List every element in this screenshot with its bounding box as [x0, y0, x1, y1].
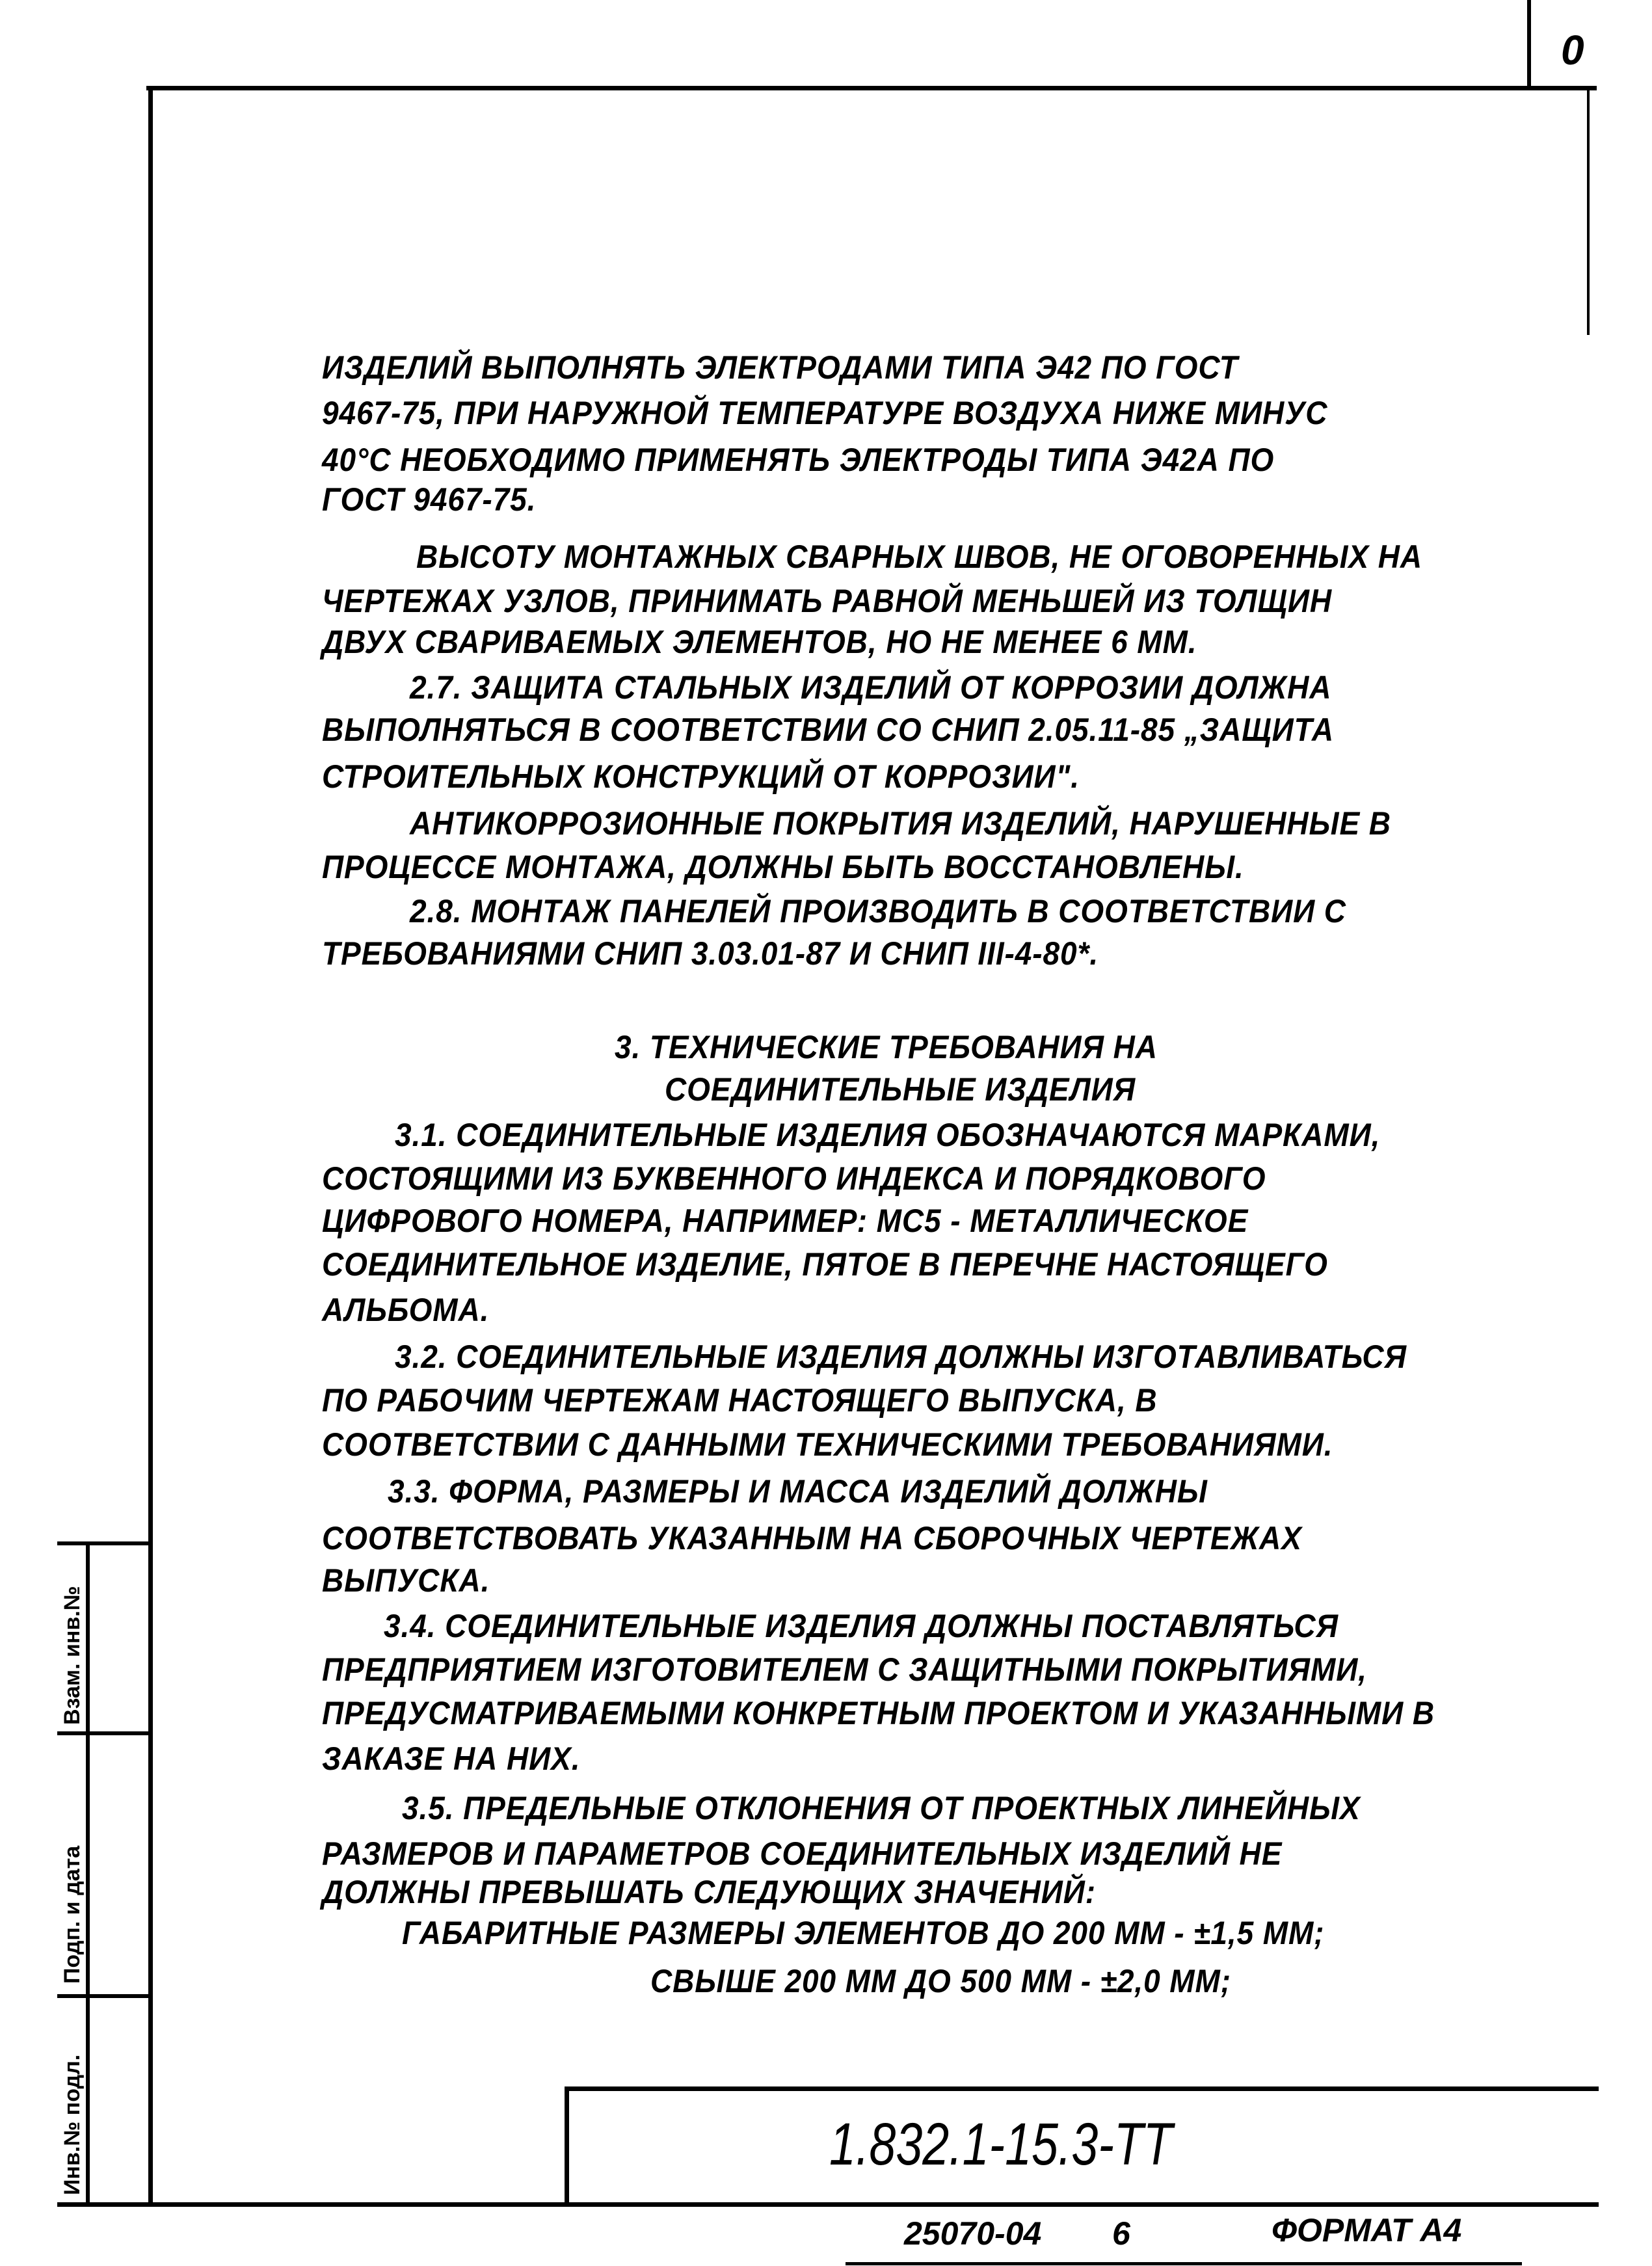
section-heading: 3. ТЕХНИЧЕСКИЕ ТРЕБОВАНИЯ НА	[615, 1029, 1158, 1065]
text-line: СТРОИТЕЛЬНЫХ КОНСТРУКЦИЙ ОТ КОРРОЗИИ".	[322, 758, 1080, 795]
text-line: 3.4. СОЕДИНИТЕЛЬНЫЕ ИЗДЕЛИЯ ДОЛЖНЫ ПОСТАВЛЯТЬСЯ	[384, 1608, 1339, 1644]
paper-format: ФОРМАТ А4	[1272, 2212, 1462, 2248]
stamp-line	[57, 1994, 153, 1998]
stamp-label-signature-date: Подп. и дата	[60, 1845, 85, 1984]
title-block-bottom-line	[57, 2202, 1599, 2207]
text-line: ДВУХ СВАРИВАЕМЫХ ЭЛЕМЕНТОВ, НО НЕ МЕНЕЕ 6 ММ.	[322, 624, 1197, 660]
text-line: ПРЕДПРИЯТИЕМ ИЗГОТОВИТЕЛЕМ С ЗАЩИТНЫМИ ПОКРЫТИЯМИ,	[322, 1651, 1367, 1688]
stamp-line	[57, 1731, 153, 1735]
text-line: АНТИКОРРОЗИОННЫЕ ПОКРЫТИЯ ИЗДЕЛИЙ, НАРУШЕННЫЕ В	[410, 805, 1391, 842]
text-line: ПО РАБОЧИМ ЧЕРТЕЖАМ НАСТОЯЩЕГО ВЫПУСКА, В	[322, 1382, 1158, 1419]
text-line: 9467-75, ПРИ НАРУЖНОЙ ТЕМПЕРАТУРЕ ВОЗДУХА НИЖЕ МИНУС	[322, 395, 1328, 431]
text-line: ИЗДЕЛИЙ ВЫПОЛНЯТЬ ЭЛЕКТРОДАМИ ТИПА Э42 ПО ГОСТ	[322, 349, 1238, 386]
text-line: ЧЕРТЕЖАХ УЗЛОВ, ПРИНИМАТЬ РАВНОЙ МЕНЬШЕЙ ИЗ ТОЛЩИН	[322, 583, 1333, 619]
text-line: ТРЕБОВАНИЯМИ СНИП 3.03.01-87 И СНИП III-4-80*.	[322, 935, 1099, 972]
stamp-label-replaced-inv: Взам. инв.№	[60, 1586, 85, 1725]
text-line: ПРЕДУСМАТРИВАЕМЫМИ КОНКРЕТНЫМ ПРОЕКТОМ И УКАЗАННЫМИ В	[322, 1695, 1435, 1731]
frame-left-line	[148, 86, 153, 2206]
text-line: 2.7. ЗАЩИТА СТАЛЬНЫХ ИЗДЕЛИЙ ОТ КОРРОЗИИ ДОЛЖНА	[410, 669, 1332, 706]
text-line: ВЫПУСКА.	[322, 1562, 490, 1599]
copy-number: 25070-04	[904, 2215, 1042, 2252]
stamp-line	[86, 1541, 90, 2205]
stamp-label-original-inv: Инв.№ подл.	[60, 2054, 85, 2195]
text-line: 3.1. СОЕДИНИТЕЛЬНЫЕ ИЗДЕЛИЯ ОБОЗНАЧАЮТСЯ МАРКАМИ,	[395, 1117, 1381, 1153]
text-line: 3.5. ПРЕДЕЛЬНЫЕ ОТКЛОНЕНИЯ ОТ ПРОЕКТНЫХ ЛИНЕЙНЫХ	[402, 1790, 1361, 1826]
title-block-top-line	[565, 2086, 1599, 2091]
section-heading: СОЕДИНИТЕЛЬНЫЕ ИЗДЕЛИЯ	[665, 1071, 1136, 1108]
text-line: ГАБАРИТНЫЕ РАЗМЕРЫ ЭЛЕМЕНТОВ ДО 200 ММ - ±1,5 ММ;	[402, 1915, 1325, 1951]
stamp-line	[57, 1541, 153, 1545]
text-line: 3.3. ФОРМА, РАЗМЕРЫ И МАССА ИЗДЕЛИЙ ДОЛЖНЫ	[388, 1473, 1208, 1510]
sheet-number-divider	[1527, 0, 1531, 88]
page-bottom-line	[846, 2262, 1522, 2265]
document-designation: 1.832.1-15.3-ТТ	[829, 2111, 1173, 2178]
text-line: СВЫШЕ 200 ММ ДО 500 ММ - ±2,0 ММ;	[650, 1963, 1232, 1999]
sheet-number: 0	[1561, 27, 1584, 73]
frame-right-line	[1587, 88, 1590, 335]
copy-sheet: 6	[1112, 2215, 1130, 2252]
text-line: ГОСТ 9467-75.	[322, 481, 537, 518]
text-line: СООТВЕТСТВИИ С ДАННЫМИ ТЕХНИЧЕСКИМИ ТРЕБОВАНИЯМИ.	[322, 1426, 1333, 1463]
text-line: АЛЬБОМА.	[322, 1292, 490, 1328]
text-line: СООТВЕТСТВОВАТЬ УКАЗАННЫМ НА СБОРОЧНЫХ ЧЕРТЕЖАХ	[322, 1520, 1302, 1556]
text-line: 2.8. МОНТАЖ ПАНЕЛЕЙ ПРОИЗВОДИТЬ В СООТВЕТСТВИИ С	[410, 893, 1346, 929]
text-line: ПРОЦЕССЕ МОНТАЖА, ДОЛЖНЫ БЫТЬ ВОССТАНОВЛЕНЫ.	[322, 849, 1244, 885]
text-line: СОСТОЯЩИМИ ИЗ БУКВЕННОГО ИНДЕКСА И ПОРЯДКОВОГО	[322, 1160, 1266, 1197]
text-line: ЗАКАЗЕ НА НИХ.	[322, 1740, 581, 1777]
text-line: ВЫСОТУ МОНТАЖНЫХ СВАРНЫХ ШВОВ, НЕ ОГОВОРЕННЫХ НА	[416, 539, 1423, 575]
frame-top-line	[146, 86, 1597, 90]
text-line: ЦИФРОВОГО НОМЕРА, НАПРИМЕР: МС5 - МЕТАЛЛИЧЕСКОЕ	[322, 1203, 1249, 1239]
text-line: СОЕДИНИТЕЛЬНОЕ ИЗДЕЛИЕ, ПЯТОЕ В ПЕРЕЧНЕ НАСТОЯЩЕГО	[322, 1246, 1328, 1283]
text-line: 40°С НЕОБХОДИМО ПРИМЕНЯТЬ ЭЛЕКТРОДЫ ТИПА Э42А ПО	[322, 442, 1275, 478]
text-line: 3.2. СОЕДИНИТЕЛЬНЫЕ ИЗДЕЛИЯ ДОЛЖНЫ ИЗГОТАВЛИВАТЬСЯ	[395, 1339, 1407, 1375]
title-block-left-line	[565, 2086, 569, 2205]
text-line: ВЫПОЛНЯТЬСЯ В СООТВЕТСТВИИ СО СНИП 2.05.11-85 „ЗАЩИТА	[322, 712, 1335, 748]
text-line: РАЗМЕРОВ И ПАРАМЕТРОВ СОЕДИНИТЕЛЬНЫХ ИЗДЕЛИЙ НЕ	[322, 1835, 1283, 1872]
text-line: ДОЛЖНЫ ПРЕВЫШАТЬ СЛЕДУЮЩИХ ЗНАЧЕНИЙ:	[322, 1874, 1097, 1910]
